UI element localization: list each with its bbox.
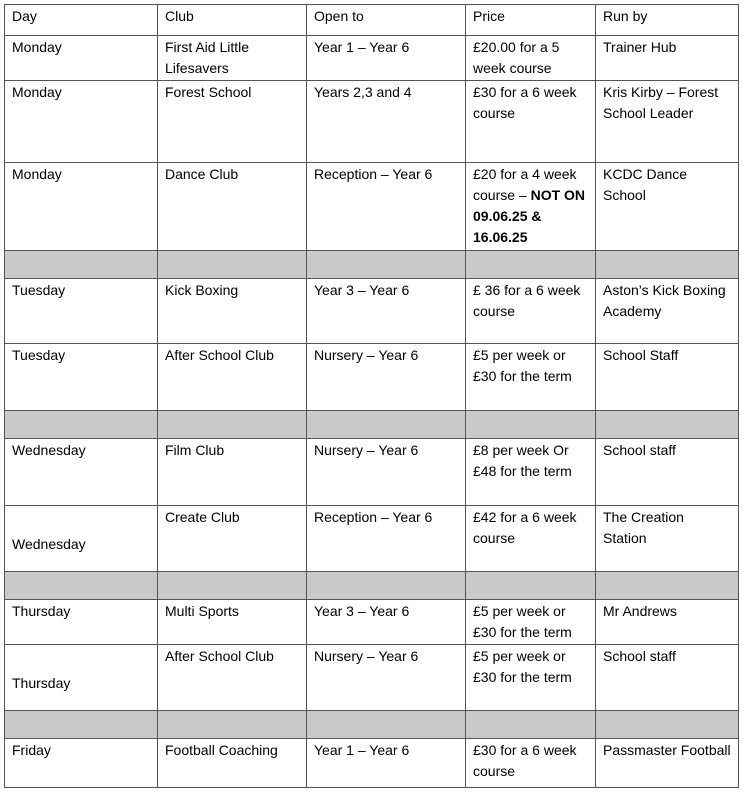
club-cell: Film Club [158, 439, 307, 506]
run-by-cell: School staff [596, 439, 739, 506]
run-by-cell: Aston’s Kick Boxing Academy [596, 279, 739, 344]
divider-cell [158, 251, 307, 279]
club-cell: After School Club [158, 344, 307, 411]
day-cell: Thursday [5, 600, 158, 645]
divider-cell [596, 411, 739, 439]
price-note-bold: NOT ON 09.06.25 & 16.06.25 [473, 187, 586, 245]
open-to-cell: Reception – Year 6 [307, 506, 466, 572]
table-row [5, 439, 739, 506]
divider-cell [307, 711, 466, 739]
divider-cell [466, 711, 596, 739]
club-cell: Create Club [158, 506, 307, 572]
table-row [5, 506, 739, 572]
divider-cell [307, 251, 466, 279]
open-to-cell: Nursery – Year 6 [307, 645, 466, 711]
day-cell: Monday [5, 163, 158, 251]
day-cell: Monday [5, 36, 158, 81]
table-row [5, 344, 739, 411]
divider-cell [466, 411, 596, 439]
run-by-cell: Mr Andrews [596, 600, 739, 645]
run-by-cell: Kris Kirby – Forest School Leader [596, 81, 739, 163]
divider-cell [596, 251, 739, 279]
price-cell: £5 per week or £30 for the term [466, 600, 596, 645]
run-by-cell: School staff [596, 645, 739, 711]
open-to-cell: Nursery – Year 6 [307, 344, 466, 411]
header-row [5, 5, 739, 36]
club-cell: Forest School [158, 81, 307, 163]
run-by-cell: Trainer Hub [596, 36, 739, 81]
club-cell: Kick Boxing [158, 279, 307, 344]
day-cell: Tuesday [5, 279, 158, 344]
price-text: £20 for a 4 week course – [473, 166, 577, 203]
day-cell: Wednesday [5, 506, 158, 572]
club-cell: Multi Sports [158, 600, 307, 645]
divider-row [5, 572, 739, 600]
price-cell: £5 per week or £30 for the term [466, 645, 596, 711]
divider-cell [307, 572, 466, 600]
day-cell: Tuesday [5, 344, 158, 411]
open-to-cell: Year 3 – Year 6 [307, 600, 466, 645]
club-cell: Dance Club [158, 163, 307, 251]
price-cell: £8 per week Or £48 for the term [466, 439, 596, 506]
run-by-cell: KCDC Dance School [596, 163, 739, 251]
divider-row [5, 251, 739, 279]
divider-cell [158, 411, 307, 439]
header-price: Price [466, 5, 596, 36]
header-run-by: Run by [596, 5, 739, 36]
divider-cell [5, 711, 158, 739]
table-row [5, 645, 739, 711]
open-to-cell: Reception – Year 6 [307, 163, 466, 251]
divider-cell [5, 411, 158, 439]
day-cell: Wednesday [5, 439, 158, 506]
open-to-cell: Year 3 – Year 6 [307, 279, 466, 344]
run-by-cell: The Creation Station [596, 506, 739, 572]
table-row [5, 739, 739, 788]
divider-cell [596, 572, 739, 600]
price-cell: £20.00 for a 5 week course [466, 36, 596, 81]
table-row [5, 81, 739, 163]
run-by-cell: School Staff [596, 344, 739, 411]
clubs-table [4, 4, 739, 788]
open-to-cell: Nursery – Year 6 [307, 439, 466, 506]
price-cell: £30 for a 6 week course [466, 739, 596, 788]
divider-cell [307, 411, 466, 439]
divider-row [5, 411, 739, 439]
divider-cell [596, 711, 739, 739]
club-cell: After School Club [158, 645, 307, 711]
day-cell: Friday [5, 739, 158, 788]
price-cell: £30 for a 6 week course [466, 81, 596, 163]
open-to-cell: Years 2,3 and 4 [307, 81, 466, 163]
divider-cell [5, 572, 158, 600]
price-cell: £42 for a 6 week course [466, 506, 596, 572]
price-cell: £5 per week or £30 for the term [466, 344, 596, 411]
divider-cell [466, 572, 596, 600]
open-to-cell: Year 1 – Year 6 [307, 36, 466, 81]
divider-cell [5, 251, 158, 279]
club-cell: Football Coaching [158, 739, 307, 788]
divider-cell [466, 251, 596, 279]
price-cell: £ 36 for a 6 week course [466, 279, 596, 344]
open-to-cell: Year 1 – Year 6 [307, 739, 466, 788]
divider-cell [158, 572, 307, 600]
header-day: Day [5, 5, 158, 36]
price-cell [466, 163, 596, 251]
header-club: Club [158, 5, 307, 36]
divider-row [5, 711, 739, 739]
table-row [5, 600, 739, 645]
table-row [5, 36, 739, 81]
divider-cell [158, 711, 307, 739]
run-by-cell: Passmaster Football [596, 739, 739, 788]
day-cell: Thursday [5, 645, 158, 711]
header-open-to: Open to [307, 5, 466, 36]
table-row [5, 279, 739, 344]
day-cell: Monday [5, 81, 158, 163]
table-row [5, 163, 739, 251]
club-cell: First Aid Little Lifesavers [158, 36, 307, 81]
